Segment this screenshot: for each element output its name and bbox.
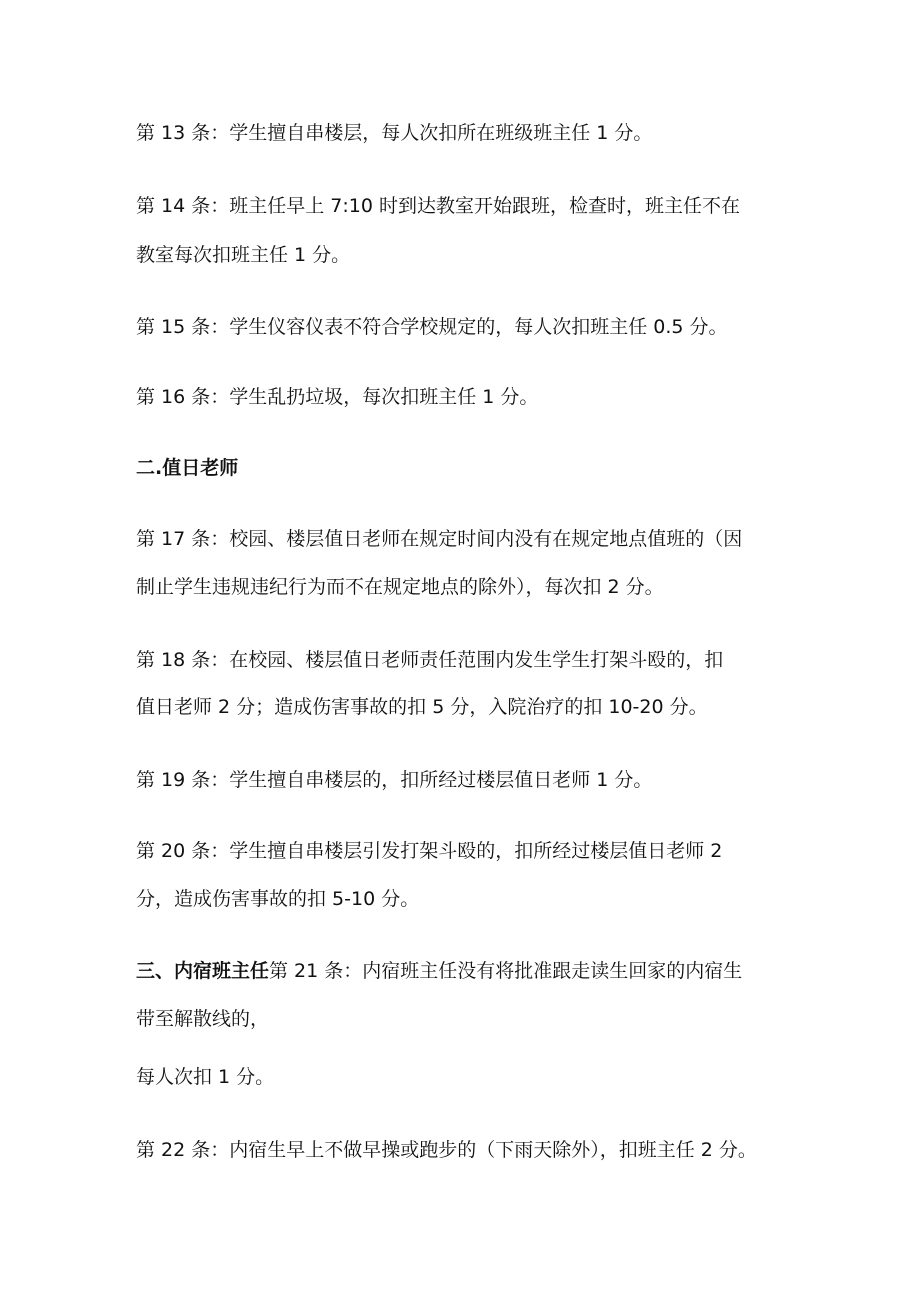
rule-17-line-2: 制止学生违规违纪行为而不在规定地点的除外），每次扣 2 分。 xyxy=(136,576,664,598)
rule-17-line-1: 第 17 条：校园、楼层值日老师在规定时间内没有在规定地点值班的（因 xyxy=(136,528,743,550)
rule-21-line-1 xyxy=(136,958,836,984)
rule-14-line-1: 第 14 条：班主任早上 7:10 时到达教室开始跟班，检查时，班主任不在 xyxy=(136,195,741,217)
rule-19: 第 19 条：学生擅自串楼层的，扣所经过楼层值日老师 1 分。 xyxy=(136,769,653,791)
rule-21-line-2: 带至解散线的， xyxy=(136,1008,270,1030)
rule-13: 第 13 条：学生擅自串楼层，每人次扣所在班级班主任 1 分。 xyxy=(136,122,653,144)
rule-21-text: 第 21 条：内宿班主任没有将批准跟走读生回家的内宿生 xyxy=(269,960,743,982)
rule-16: 第 16 条：学生乱扔垃圾，每次扣班主任 1 分。 xyxy=(136,386,539,408)
rule-22: 第 22 条：内宿生早上不做早操或跑步的（下雨天除外），扣班主任 2 分。 xyxy=(136,1139,757,1161)
rule-20-line-1: 第 20 条：学生擅自串楼层引发打架斗殴的，扣所经过楼层值日老师 2 xyxy=(136,840,723,862)
rule-20-line-2: 分，造成伤害事故的扣 5-10 分。 xyxy=(136,888,420,910)
rule-15: 第 15 条：学生仪容仪表不符合学校规定的，每人次扣班主任 0.5 分。 xyxy=(136,316,728,338)
section-heading-duty-teacher: 二.值日老师 xyxy=(136,457,239,479)
rule-21-line-3: 每人次扣 1 分。 xyxy=(136,1066,275,1088)
section-heading-boarding-head-teacher: 三、内宿班主任 xyxy=(136,960,270,982)
rule-18-line-2: 值日老师 2 分；造成伤害事故的扣 5 分，入院治疗的扣 10-20 分。 xyxy=(136,696,708,718)
rule-18-line-1: 第 18 条：在校园、楼层值日老师责任范围内发生学生打架斗殴的，扣 xyxy=(136,649,724,671)
rule-14-line-2: 教室每次扣班主任 1 分。 xyxy=(136,244,351,266)
